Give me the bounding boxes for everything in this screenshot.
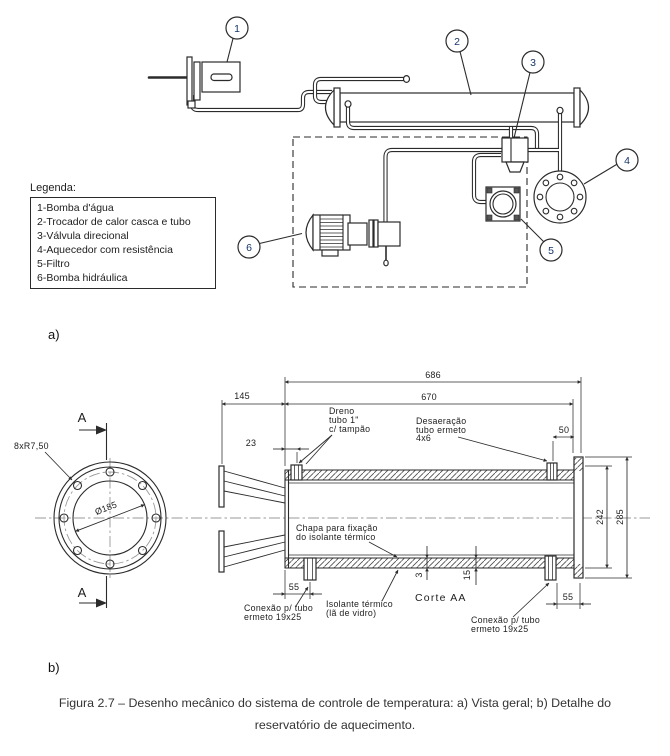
dim-50: 50 xyxy=(558,425,570,435)
svg-text:tubo 1": tubo 1" xyxy=(329,415,359,425)
legend-item: 4-Aquecedor com resistência xyxy=(37,244,173,256)
svg-text:ermeto 19x25: ermeto 19x25 xyxy=(244,612,302,622)
dim-686: 686 xyxy=(425,370,441,380)
legend-item: 5-Filtro xyxy=(37,258,70,270)
section-letter-bottom: A xyxy=(77,585,87,600)
desaeracao-nozzle xyxy=(547,463,557,480)
heater-flange xyxy=(534,171,586,223)
conexao-left-nozzle xyxy=(304,558,316,580)
corte-aa-label: Corte AA xyxy=(415,592,467,604)
callout-5: 5 xyxy=(548,244,554,257)
chapa-label: Chapa para fixação xyxy=(296,523,378,533)
dim-23: 23 xyxy=(245,438,257,448)
reservoir-section xyxy=(219,457,583,580)
svg-text:(lã de vidro): (lã de vidro) xyxy=(326,608,377,618)
conexao-right-nozzle xyxy=(545,556,556,580)
flange-front-view xyxy=(14,410,166,608)
isolante-label: Isolante térmico xyxy=(326,599,393,609)
desaeracao-label: Desaeração xyxy=(416,416,467,426)
legend xyxy=(30,182,216,289)
hydraulic-pump xyxy=(306,215,400,266)
view-a-label: a) xyxy=(48,327,60,342)
pipe-heater-riser xyxy=(557,107,563,172)
view-b xyxy=(14,370,650,634)
filter xyxy=(486,187,520,221)
legend-item: 3-Válvula direcional xyxy=(37,230,129,242)
callouts xyxy=(226,17,638,261)
dim-55-left: 55 xyxy=(288,582,300,592)
caption-line-1: Figura 2.7 – Desenho mecânico do sistema de controle de temperatura: a) Vista geral; b) Detalhe do xyxy=(58,696,612,710)
dim-242: 242 xyxy=(595,509,605,525)
callout-2: 2 xyxy=(454,35,460,48)
directional-valve xyxy=(502,138,528,172)
dim-145: 145 xyxy=(234,391,250,401)
dim-670: 670 xyxy=(421,392,437,402)
dim-285: 285 xyxy=(615,509,625,525)
bolt-pattern-label: 8xR7,50 xyxy=(14,441,49,451)
bore-diameter-label: Ø185 xyxy=(93,499,119,517)
legend-item: 2-Trocador de calor casca e tubo xyxy=(37,216,191,228)
callout-6: 6 xyxy=(246,241,252,254)
svg-text:ermeto 19x25: ermeto 19x25 xyxy=(471,624,529,634)
callout-1: 1 xyxy=(234,22,240,35)
dreno-nozzle xyxy=(291,465,302,480)
callout-3: 3 xyxy=(530,56,536,69)
svg-text:do isolante térmico: do isolante térmico xyxy=(296,532,376,542)
pipe-pump-to-exchanger xyxy=(192,92,332,110)
dreno-label: Dreno xyxy=(329,406,355,416)
dim-15: 15 xyxy=(462,569,472,581)
svg-text:4x6: 4x6 xyxy=(416,433,432,443)
heat-exchanger xyxy=(326,88,589,127)
section-letter-top: A xyxy=(77,410,87,425)
legend-item: 6-Bomba hidráulica xyxy=(37,272,128,284)
view-b-label: b) xyxy=(48,660,60,675)
dim-3: 3 xyxy=(414,572,424,578)
conexao-left-label: Conexão p/ tubo xyxy=(244,603,314,613)
dim-55-right: 55 xyxy=(562,592,574,602)
view-a xyxy=(149,17,638,287)
svg-text:c/ tampão: c/ tampão xyxy=(329,424,371,434)
callout-4: 4 xyxy=(624,154,630,167)
legend-item: 1-Bomba d'água xyxy=(37,202,114,214)
annotation-labels xyxy=(244,406,549,634)
caption-line-2: reservatório de aquecimento. xyxy=(254,718,416,732)
dimensions xyxy=(222,370,632,609)
legend-box xyxy=(30,197,216,289)
legend-title: Legenda: xyxy=(30,182,76,194)
svg-text:tubo ermeto: tubo ermeto xyxy=(416,425,467,435)
water-pump xyxy=(149,57,240,108)
figure-caption xyxy=(0,692,670,736)
conexao-right-label: Conexão p/ tubo xyxy=(471,615,541,625)
